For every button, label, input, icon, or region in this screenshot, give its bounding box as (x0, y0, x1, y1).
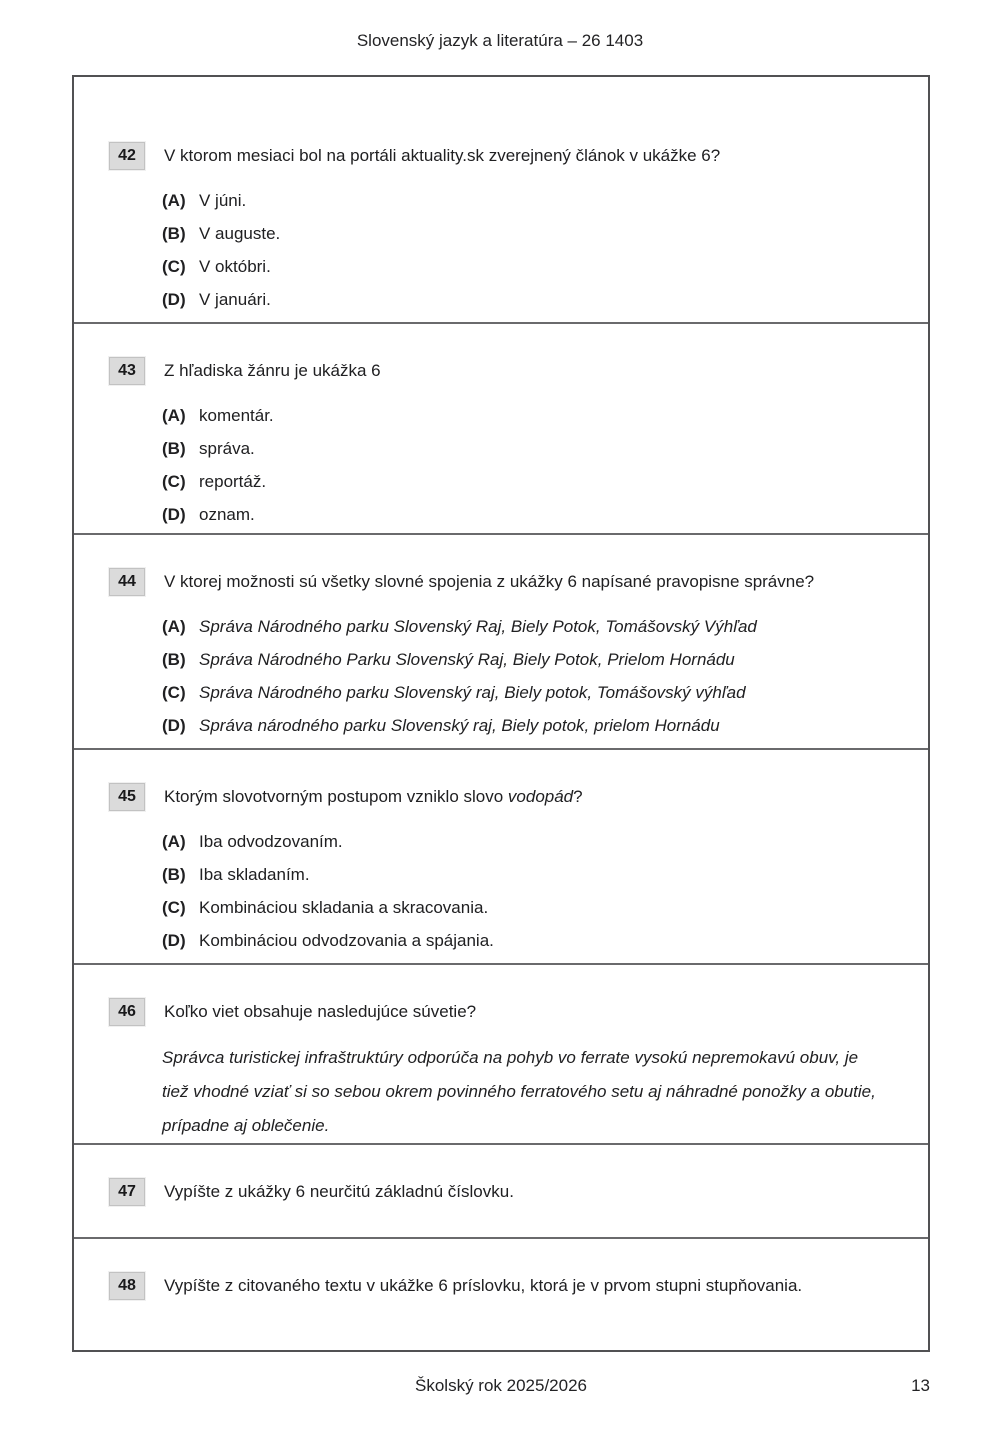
question-text-italic-word: vodopád (507, 787, 574, 806)
question-number-badge: 43 (109, 357, 145, 385)
option-text: V júni. (199, 191, 247, 210)
question-46-section (74, 965, 928, 1145)
question-number-badge: 47 (109, 1178, 145, 1206)
question-text: V ktorej možnosti sú všetky slovné spojenia z ukážky 6 napísané pravopisne správne? (164, 572, 815, 591)
question-number-badge: 42 (109, 142, 145, 170)
footer-page-number: 13 (911, 1376, 930, 1395)
option-row-b (162, 217, 898, 250)
option-row-d (162, 498, 898, 531)
option-text: Kombináciou odvodzovania a spájania. (199, 931, 494, 950)
option-text: Správa Národného parku Slovenský Raj, Biely Potok, Tomášovský Výhľad (199, 617, 757, 636)
question-number-badge: 44 (109, 568, 145, 596)
question-number-badge: 46 (109, 998, 145, 1026)
question-42-section (74, 77, 928, 324)
option-letter: (C) (162, 683, 186, 702)
option-letter: (D) (162, 931, 186, 950)
page-header-title: Slovenský jazyk a literatúra – 26 1403 (356, 31, 644, 50)
option-row-d (162, 709, 898, 742)
option-row-b (162, 432, 898, 465)
question-number-badge: 48 (109, 1272, 145, 1300)
question-text (164, 783, 583, 808)
question-43-options (162, 399, 898, 531)
questions-box (72, 75, 930, 1352)
passage-text: Správca turistickej infraštruktúry odporúča na pohyb vo ferrate vysokú nepremokavú obuv, je tiež vhodné vziať si so sebou okrem povinného ferratového setu aj náhradné ponožky a obutie, prípadne aj oblečenie. (162, 1048, 876, 1135)
question-text-start: Ktorým slovotvorným postupom vzniklo slovo (164, 787, 508, 806)
option-text: Správa národného parku Slovenský raj, Biely potok, prielom Hornádu (199, 716, 720, 735)
option-row-a (162, 399, 898, 432)
option-text: V januári. (199, 290, 271, 309)
option-text: komentár. (199, 406, 274, 425)
question-text: Vypíšte z ukážky 6 neurčitú základnú číslovku. (164, 1182, 514, 1201)
question-44-row (109, 568, 898, 596)
option-text: Iba skladaním. (199, 865, 310, 884)
option-row-d (162, 283, 898, 316)
option-letter: (B) (162, 865, 186, 884)
option-text: Iba odvodzovaním. (199, 832, 343, 851)
option-row-a (162, 610, 898, 643)
option-row-a (162, 825, 898, 858)
question-number-badge: 45 (109, 783, 145, 811)
question-45-section (74, 750, 928, 965)
option-letter: (D) (162, 505, 186, 524)
option-letter: (A) (162, 191, 186, 210)
question-44-section (74, 535, 928, 750)
option-text: oznam. (199, 505, 255, 524)
question-45-options (162, 825, 898, 957)
page-footer (72, 1376, 930, 1396)
question-47-section (74, 1145, 928, 1239)
question-43-section (74, 324, 928, 535)
option-letter: (B) (162, 650, 186, 669)
question-48-section (74, 1239, 928, 1350)
option-row-c (162, 250, 898, 283)
option-text: Správa Národného parku Slovenský raj, Biely potok, Tomášovský výhľad (199, 683, 746, 702)
question-47-row (109, 1178, 898, 1206)
question-43-row (109, 357, 898, 385)
question-text: Koľko viet obsahuje nasledujúce súvetie? (164, 1002, 477, 1021)
footer-school-year: Školský rok 2025/2026 (415, 1376, 587, 1395)
question-44-options (162, 610, 898, 742)
question-45-row (109, 783, 898, 811)
option-letter: (B) (162, 439, 186, 458)
option-text: reportáž. (199, 472, 267, 491)
option-row-b (162, 858, 898, 891)
option-row-c (162, 465, 898, 498)
option-row-a (162, 184, 898, 217)
option-row-c (162, 676, 898, 709)
option-letter: (A) (162, 617, 186, 636)
question-text: Z hľadiska žánru je ukážka 6 (164, 361, 381, 380)
option-letter: (A) (162, 832, 186, 851)
option-letter: (D) (162, 290, 186, 309)
option-text: správa. (199, 439, 255, 458)
option-letter: (A) (162, 406, 186, 425)
option-text: V októbri. (199, 257, 271, 276)
question-48-row (109, 1272, 898, 1300)
question-text: Vypíšte z citovaného textu v ukážke 6 príslovku, ktorá je v prvom stupni stupňovania. (164, 1276, 803, 1295)
option-text: Kombináciou skladania a skracovania. (199, 898, 489, 917)
option-letter: (C) (162, 257, 186, 276)
question-42-row (109, 142, 898, 170)
option-letter: (D) (162, 716, 186, 735)
option-letter: (C) (162, 472, 186, 491)
question-46-row (109, 998, 898, 1026)
question-42-options (162, 184, 898, 316)
option-letter: (B) (162, 224, 186, 243)
option-row-d (162, 924, 898, 957)
question-text: V ktorom mesiaci bol na portáli aktuality.sk zverejnený článok v ukážke 6? (164, 146, 721, 165)
option-letter: (C) (162, 898, 186, 917)
option-text: Správa Národného Parku Slovenský Raj, Biely Potok, Prielom Hornádu (199, 650, 735, 669)
option-text: V auguste. (199, 224, 281, 243)
option-row-b (162, 643, 898, 676)
question-text-end: ? (573, 787, 583, 806)
option-row-c (162, 891, 898, 924)
